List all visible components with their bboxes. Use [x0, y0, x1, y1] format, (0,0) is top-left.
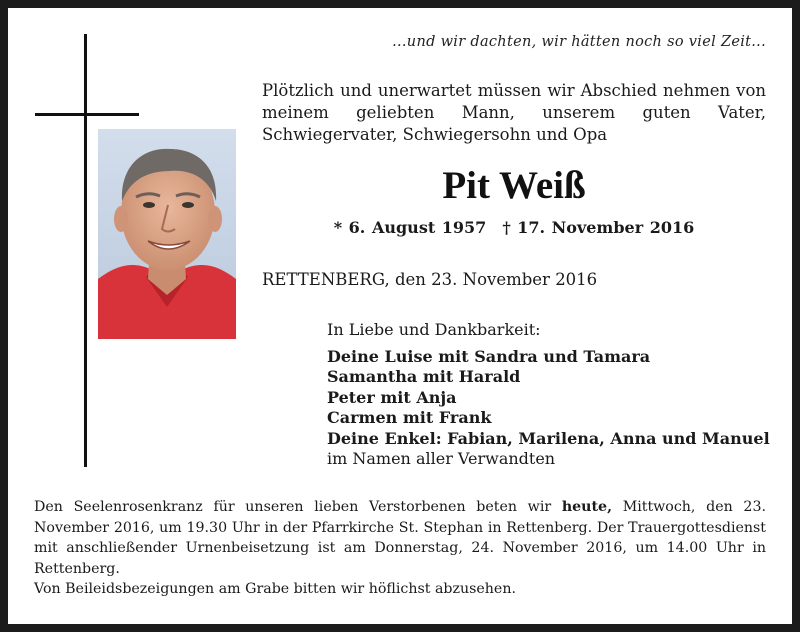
place-and-date: RETTENBERG, den 23. November 2016	[262, 270, 598, 289]
signoff-intro: In Liebe und Dankbarkeit:	[327, 320, 541, 339]
mourner-line: Deine Luise mit Sandra und Tamara	[327, 346, 651, 366]
death-date: † 17. November 2016	[502, 218, 695, 237]
birth-date: * 6. August 1957	[333, 218, 487, 237]
relatives-line: im Namen aller Verwandten	[327, 449, 556, 468]
service-information	[34, 497, 766, 579]
signoff-block	[327, 320, 770, 470]
motto: ...und wir dachten, wir hätten noch so viel Zeit...	[392, 34, 766, 50]
portrait-photo	[98, 129, 236, 339]
service-text-end: Mittwoch, den 23. November 2016, um 19.30 Uhr in der Pfarrkirche St. Stephan in Rettenberg. Der Trauergottesdienst mit anschließender Urnenbeisetzung ist am Donnerstag, 24. November 2016, um 14.00 Uhr in Rettenberg.	[34, 499, 766, 577]
service-text-start: Den Seelenrosenkranz für unseren lieben Verstorbenen beten wir	[34, 499, 562, 515]
cross-horizontal-bar	[35, 113, 139, 116]
deceased-name: Pit Weiß	[442, 164, 586, 207]
mourner-line: Samantha mit Harald	[327, 367, 521, 386]
mourner-line: Carmen mit Frank	[327, 408, 492, 427]
mourner-line: Deine Enkel: Fabian, Marilena, Anna und Manuel	[327, 428, 770, 448]
mourner-line: Peter mit Anja	[327, 387, 457, 407]
obituary-notice	[8, 8, 792, 624]
service-text-today: heute,	[561, 499, 613, 515]
life-dates	[262, 218, 766, 237]
intro-text: Plötzlich und unerwartet müssen wir Abschied nehmen von meinem geliebten Mann, unserem guten Vater, Schwiegervater, Schwiegersohn und Opa	[262, 81, 766, 144]
closing-request: Von Beileidsbezeigungen am Grabe bitten wir höflichst abzusehen.	[34, 581, 516, 597]
cross-vertical-bar	[84, 34, 87, 467]
